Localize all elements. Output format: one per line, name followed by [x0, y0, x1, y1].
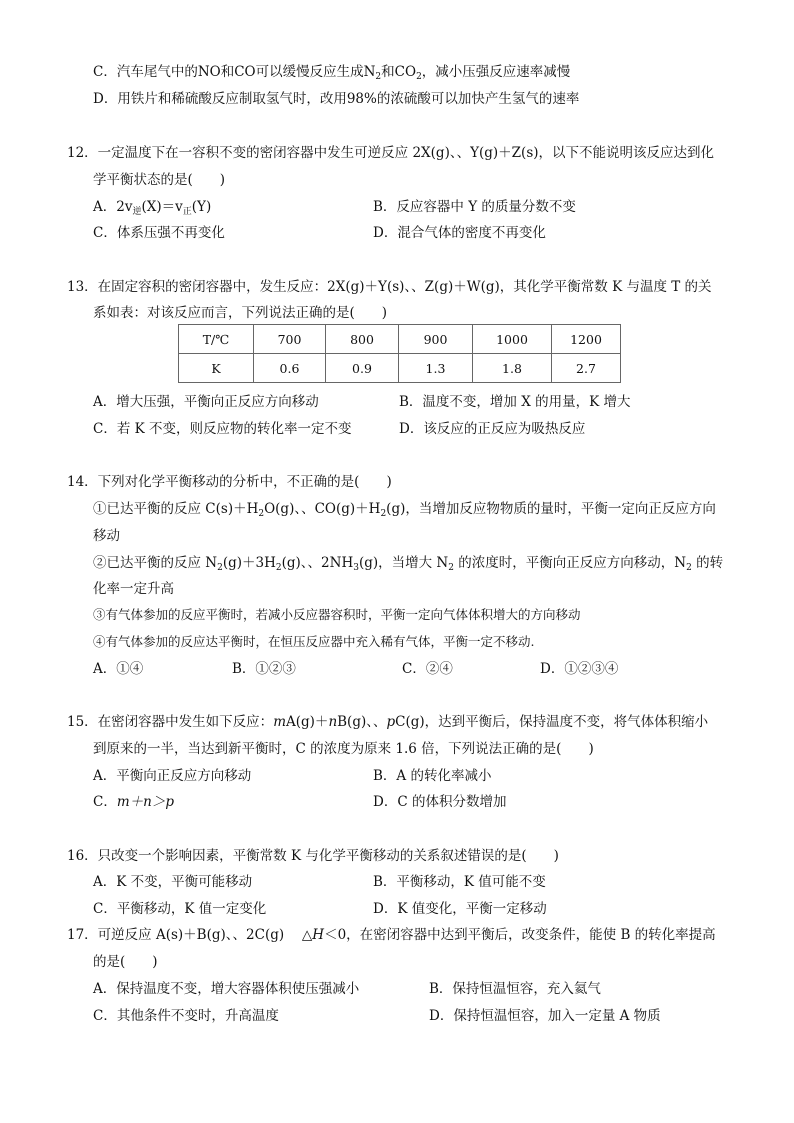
table-cell: 700: [254, 325, 326, 354]
q15-option-b: B．A 的转化率减小: [373, 768, 492, 784]
q15-option-c: C．m＋n＞p: [93, 794, 174, 810]
q14-statement-1: ①已达平衡的反应 $C(s)+H_2O(g)$、、$CO(g)+H_2(g)$，当增加反应物物质的量时，平衡一定向正反应方向: [93, 501, 716, 519]
q17-option-c: C．其他条件不变时，升高温度: [93, 1008, 279, 1024]
q13-stem-line2: 系如表：对该反应而言，下列说法正确的是( ): [93, 305, 388, 321]
table-cell: K: [179, 354, 254, 383]
q16-stem: 16．只改变一个影响因素，平衡常数 K 与化学平衡移动的关系叙述错误的是( ): [67, 848, 559, 864]
table-cell: 800: [326, 325, 399, 354]
q15-option-a: A．平衡向正反应方向移动: [93, 768, 252, 784]
q16-option-b: B．平衡移动，K 值可能不变: [373, 874, 546, 890]
table-cell: T/℃: [179, 325, 254, 354]
q14-statement-2-cont: 化率一定升高: [93, 581, 174, 597]
q12-option-d: D．混合气体的密度不再变化: [373, 225, 546, 241]
q17-option-d: D．保持恒温恒容，加入一定量 A 物质: [429, 1008, 661, 1024]
q14-statement-4: ④有气体参加的反应达平衡时，在恒压反应器中充入稀有气体，平衡一定不移动.: [93, 634, 535, 649]
q14-stem: 14．下列对化学平衡移动的分析中，不正确的是( ): [67, 474, 392, 490]
q14-statement-1-cont: 移动: [93, 528, 120, 544]
q12-stem-line2: 学平衡状态的是( ): [93, 172, 226, 188]
q12-option-c: C．体系压强不再变化: [93, 225, 225, 241]
q14-option-d: D．①②③④: [540, 661, 619, 677]
q13-option-c: C．若 K 不变，则反应物的转化率一定不变: [93, 421, 352, 437]
q13-option-b: B．温度不变，增加 X 的用量，K 增大: [399, 394, 631, 410]
q11-option-c: C．汽车尾气中的NO和CO可以缓慢反应生成$N_2$和$CO_2$，减小压强反应速率减慢: [93, 64, 571, 82]
q17-stem-line2: 的是( ): [93, 954, 158, 970]
q13-option-d: D．该反应的正反应为吸热反应: [399, 421, 586, 437]
q14-option-b: B．①②③: [232, 661, 296, 677]
table-cell: 1.3: [399, 354, 473, 383]
table-row-k: [179, 354, 621, 383]
q14-statement-3: ③有气体参加的反应平衡时，若减小反应器容积时，平衡一定向气体体积增大的方向移动: [93, 607, 581, 622]
q15-stem-line2: 到原来的一半，当达到新平衡时，C 的浓度为原来 1.6 倍，下列说法正确的是( ): [93, 741, 594, 757]
q16-option-a: A．K 不变，平衡可能移动: [93, 874, 253, 890]
q14-option-a: A．①④: [93, 661, 144, 677]
table-cell: 900: [399, 325, 473, 354]
table-cell: 0.6: [254, 354, 326, 383]
table-cell: 2.7: [552, 354, 621, 383]
q15-option-d: D．C 的体积分数增加: [373, 794, 507, 810]
q11-option-d: D．用铁片和稀硫酸反应制取氢气时，改用98%的浓硫酸可以加快产生氢气的速率: [93, 91, 580, 107]
q13-stem-line1: 13．在固定容积的密闭容器中，发生反应：2X(g)＋Y(s)、、Z(g)＋W(g)，其化学平衡常数 K 与温度 T 的关: [67, 279, 712, 295]
q14-option-c: C．②④: [402, 661, 453, 677]
equilibrium-constant-table: [178, 324, 621, 383]
table-cell: 1.8: [473, 354, 552, 383]
q12-option-a: A．$2v_逆(X)=v_正(Y)$: [93, 199, 212, 217]
table-cell: 1000: [473, 325, 552, 354]
q17-option-a: A．保持温度不变，增大容器体积使压强减小: [93, 981, 360, 997]
q17-stem-line1: 17．可逆反应 A(s)＋B(g)、、2C(g) △H＜0，在密闭容器中达到平衡后，改变条件，能使 B 的转化率提高: [67, 927, 716, 943]
q16-option-c: C．平衡移动，K 值一定变化: [93, 901, 267, 917]
table-row-temperature: [179, 325, 621, 354]
q13-option-a: A．增大压强，平衡向正反应方向移动: [93, 394, 319, 410]
table-cell: 1200: [552, 325, 621, 354]
q14-statement-2: ②已达平衡的反应 $N_2(g)+3H_2(g)$、、$2NH_3(g)$，当增大 $N_2$ 的浓度时，平衡向正反应方向移动，$N_2$ 的转: [93, 555, 724, 573]
q16-option-d: D．K 值变化，平衡一定移动: [373, 901, 547, 917]
q17-option-b: B．保持恒温恒容，充入氦气: [429, 981, 601, 997]
table-cell: 0.9: [326, 354, 399, 383]
q12-option-b: B．反应容器中 Y 的质量分数不变: [373, 199, 576, 215]
q12-stem-line1: 12．一定温度下在一容积不变的密闭容器中发生可逆反应 2X(g)、、Y(g)＋Z(s)，以下不能说明该反应达到化: [67, 145, 715, 161]
q15-stem-line1: 15．在密闭容器中发生如下反应：mA(g)＋nB(g)、、pC(g)，达到平衡后，保持温度不变，将气体体积缩小: [67, 714, 709, 730]
